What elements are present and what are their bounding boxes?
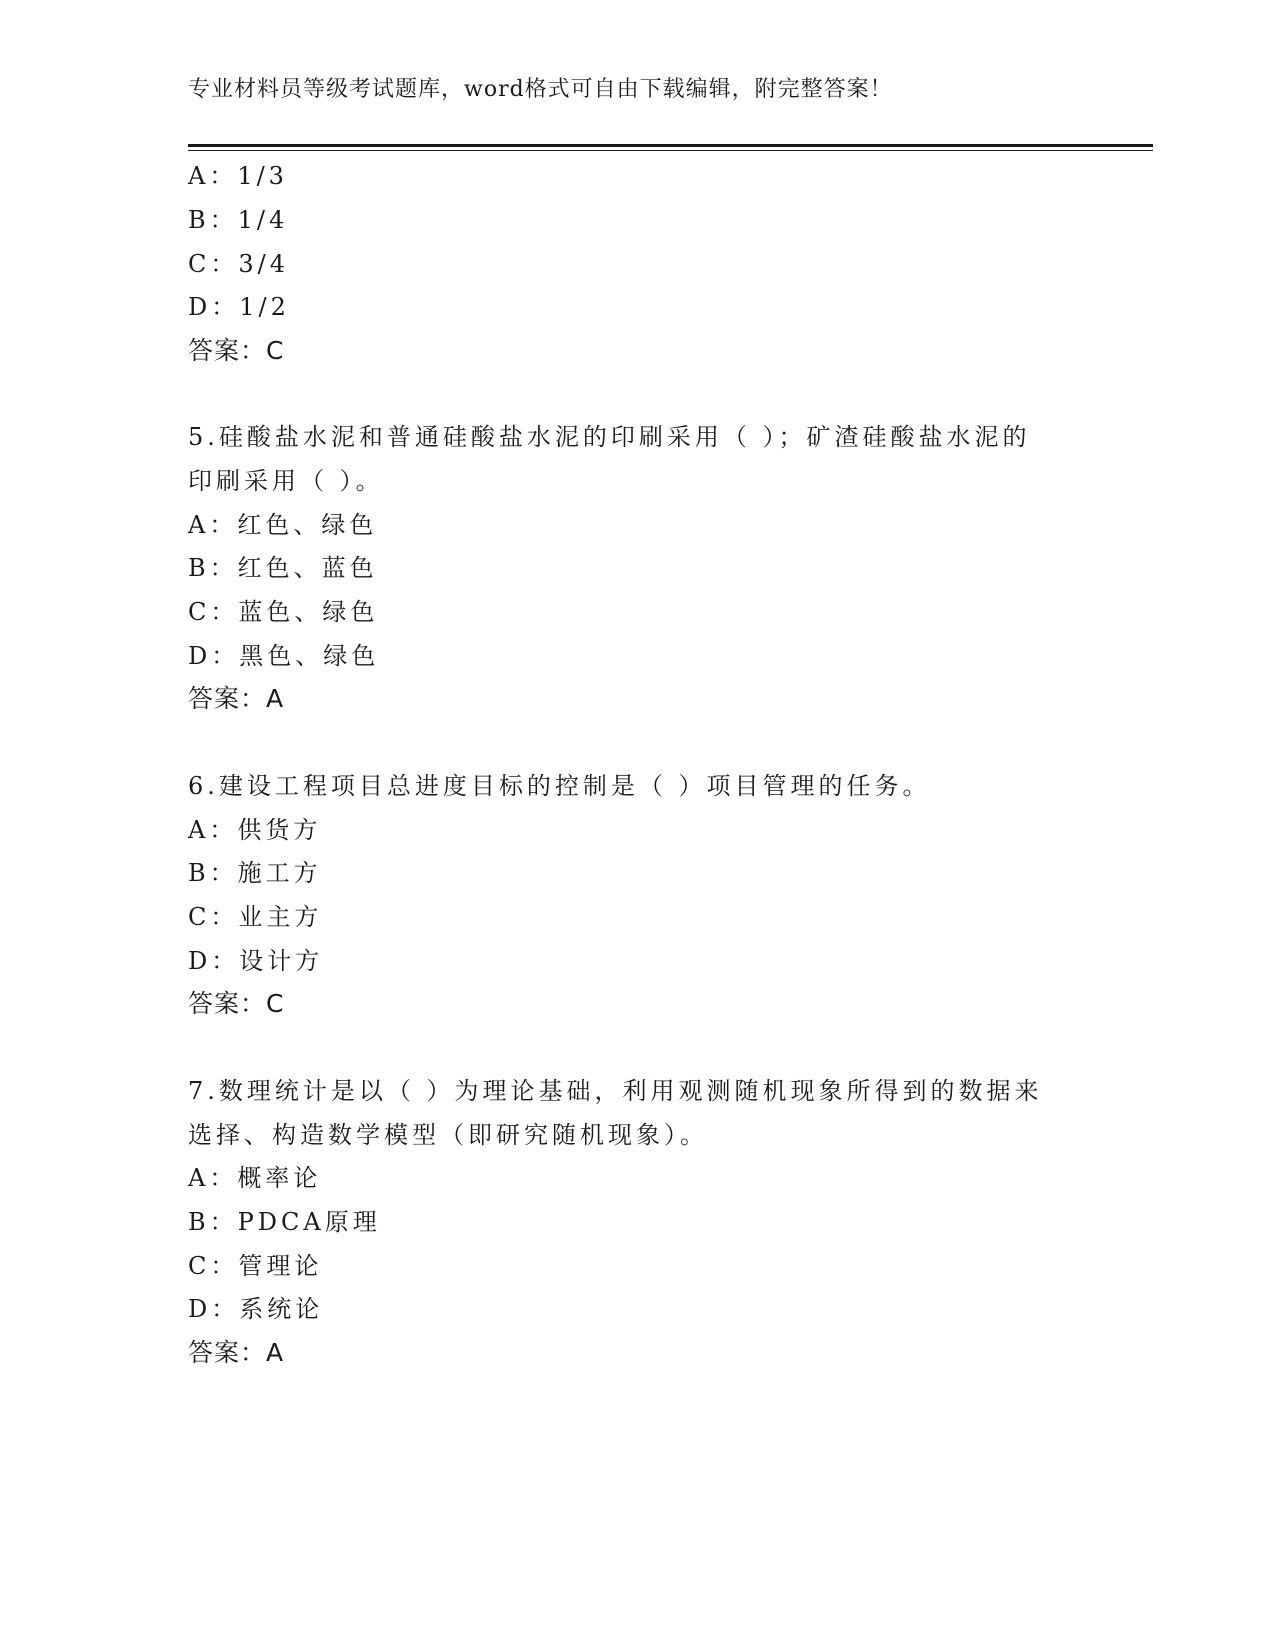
q7-option-b: B：PDCA原理 <box>188 1208 381 1236</box>
page-header: 专业材料员等级考试题库，word格式可自由下载编辑，附完整答案！ <box>188 77 893 102</box>
q5-option-c: C：蓝色、绿色 <box>188 598 379 626</box>
q7-option-c: C：管理论 <box>188 1252 323 1280</box>
q7-option-d: D：系统论 <box>188 1295 324 1323</box>
q7-stem-line1: 7.数理统计是以（ ）为理论基础，利用观测随机现象所得到的数据来 <box>188 1077 1043 1105</box>
q4-option-a: A：1/3 <box>188 162 288 190</box>
q5-stem-line1: 5.硅酸盐水泥和普通硅酸盐水泥的印刷采用（ ）；矿渣硅酸盐水泥的 <box>188 423 1031 451</box>
q6-answer: 答案：C <box>188 989 285 1018</box>
q4-option-c: C：3/4 <box>188 250 289 278</box>
q4-option-b: B：1/4 <box>188 206 289 234</box>
header-rule-thick <box>188 144 1153 147</box>
q6-option-a: A：供货方 <box>188 816 322 844</box>
q6-stem-line1: 6.建设工程项目总进度目标的控制是（ ）项目管理的任务。 <box>188 772 931 800</box>
q5-option-d: D：黑色、绿色 <box>188 642 380 670</box>
q5-answer: 答案：A <box>188 684 285 713</box>
q6-option-b: B：施工方 <box>188 859 322 887</box>
q5-option-b: B：红色、蓝色 <box>188 554 378 582</box>
header-rule-thin <box>188 150 1153 151</box>
q4-answer: 答案：C <box>188 336 285 365</box>
q5-option-a: A：红色、绿色 <box>188 511 378 539</box>
q7-stem-line2: 选择、构造数学模型（即研究随机现象）。 <box>188 1121 708 1149</box>
q7-option-a: A：概率论 <box>188 1164 322 1192</box>
q4-option-d: D：1/2 <box>188 293 290 321</box>
q7-answer: 答案：A <box>188 1338 285 1367</box>
q6-option-d: D：设计方 <box>188 947 324 975</box>
q6-option-c: C：业主方 <box>188 903 323 931</box>
q5-stem-line2: 印刷采用（ ）。 <box>188 467 384 495</box>
